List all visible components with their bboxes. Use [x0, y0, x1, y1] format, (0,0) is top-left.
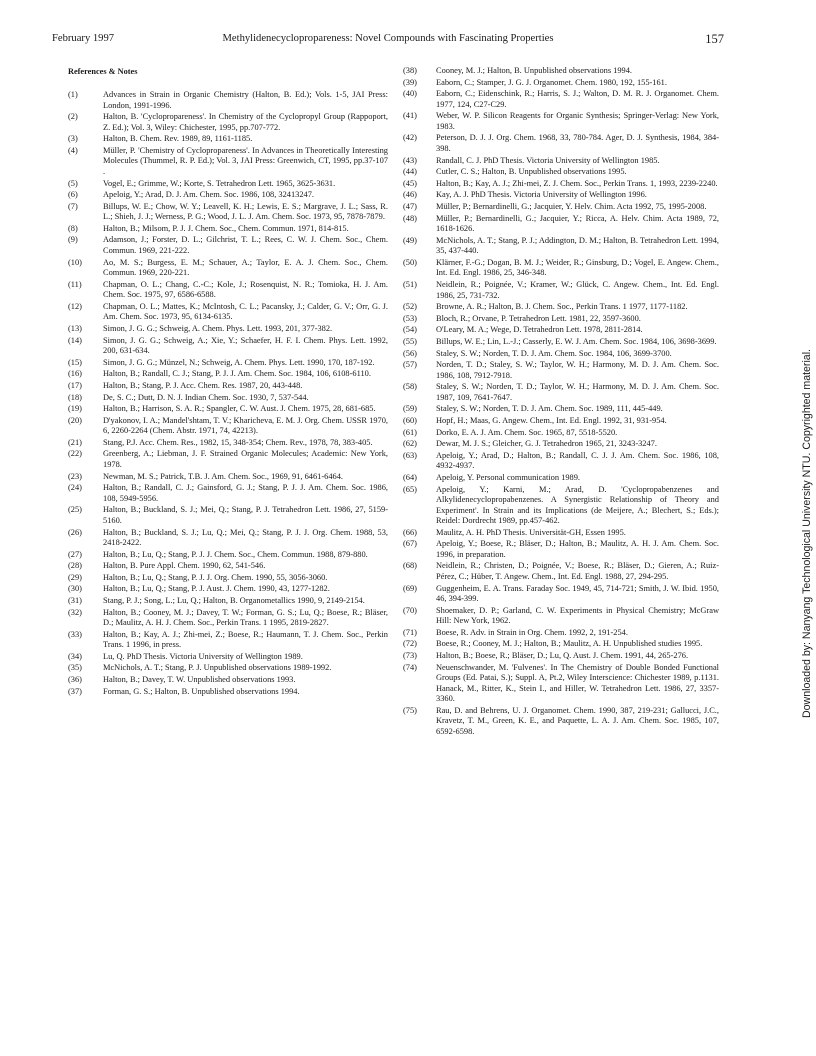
reference-number: (2)	[68, 112, 78, 122]
reference-number: (15)	[68, 357, 82, 367]
reference-number: (32)	[68, 607, 82, 617]
reference-item	[403, 78, 719, 89]
reference-item	[68, 146, 388, 178]
reference-number: (33)	[68, 629, 82, 639]
reference-number: (3)	[68, 134, 78, 144]
reference-text: Greenberg, A.; Liebman, J. F. Strained Organic Molecules; Academic: New York, 1978.	[103, 449, 388, 470]
reference-item	[68, 190, 388, 201]
reference-item	[68, 561, 388, 572]
reference-text: Hopf, H.; Maas, G. Angew. Chem., Int. Ed. Engl. 1992, 31, 931-954.	[436, 415, 667, 425]
reference-number: (46)	[403, 190, 417, 200]
reference-item	[68, 112, 388, 133]
reference-item	[68, 224, 388, 235]
reference-item	[403, 133, 719, 154]
reference-item	[403, 360, 719, 381]
reference-item	[403, 485, 719, 527]
reference-item	[68, 630, 388, 651]
reference-number: (55)	[403, 336, 417, 346]
reference-text: Kay, A. J. PhD Thesis. Victoria University of Wellington 1996.	[436, 190, 647, 200]
reference-text: Apeloig, Y. Personal communication 1989.	[436, 472, 580, 482]
reference-item	[68, 358, 388, 369]
reference-text: Dewar, M. J. S.; Gleicher, G. J. Tetrahedron 1965, 21, 3243-3247.	[436, 439, 657, 449]
reference-text: Ao, M. S.; Burgess, E. M.; Schauer, A.; Taylor, E. A. J. Chem. Soc., Chem. Commun. 1969, 220-221.	[103, 257, 388, 278]
references-left-column	[68, 90, 388, 698]
reference-item	[403, 190, 719, 201]
reference-number: (64)	[403, 472, 417, 482]
page-number: 157	[705, 32, 724, 46]
reference-item	[403, 302, 719, 313]
reference-item	[403, 66, 719, 77]
reference-number: (8)	[68, 223, 78, 233]
reference-item	[403, 404, 719, 415]
reference-item	[403, 325, 719, 336]
reference-text: Halton, B.; Buckland, S. J.; Mei, Q.; Stang, P. J. Tetrahedron Lett. 1986, 27, 5159-5160.	[103, 505, 388, 525]
reference-text: Staley, S. W.; Norden, T. D.; Taylor, W. H.; Harmony, M. D. J. Am. Chem. Soc. 1987, 109, 7641-7647.	[436, 382, 719, 402]
reference-text: McNichols, A. T.; Stang, P. J. Unpublished observations 1989-1992.	[103, 663, 332, 673]
reference-text: Shoemaker, D. P.; Garland, C. W. Experiments in Physical Chemistry; McGraw Hill: New York, 1962.	[436, 605, 719, 626]
reference-item	[68, 449, 388, 470]
reference-text: D'yakonov, I. A.; Mandel'shtam, T. V.; Kharicheva, E. M. J. Org. Chem. USSR 1970, 6, 2260-2264 (Chem. Abstr. 1971, 74, 42213).	[103, 415, 388, 436]
reference-text: Forman, G. S.; Halton, B. Unpublished observations 1994.	[103, 686, 300, 696]
reference-item	[68, 573, 388, 584]
running-header	[52, 33, 724, 49]
reference-number: (59)	[403, 404, 417, 414]
reference-item	[68, 134, 388, 145]
reference-number: (53)	[403, 313, 417, 323]
reference-text: Neuenschwander, M. 'Fulvenes'. In The Chemistry of Double Bonded Functional Groups (Ed. Patai, S.); Suppl. A, Pt.2, Wiley Interscience: Chichester 1989, p.1131. Hanack, M., Ritter, K., Stein I., and Hiller, W. Tetrahedron Lett. 1986, 27, 3357-3360.	[436, 662, 719, 704]
reference-number: (67)	[403, 539, 417, 549]
reference-text: Boese, R.; Cooney, M. J.; Halton, B.; Maulitz, A. H. Unpublished studies 1995.	[436, 639, 703, 649]
reference-number: (66)	[403, 527, 417, 537]
reference-text: Halton, B.; Stang, P. J. Acc. Chem. Res. 1987, 20, 443-448.	[103, 380, 303, 390]
reference-text: Halton, B.; Kay, A. J.; Zhi-mei, Z.; Boese, R.; Haumann, T. J. Chem. Soc., Perkin Trans. 1 1996, in press.	[103, 629, 388, 650]
reference-text: Simon, J. G. G.; Münzel, N.; Schweig, A. Chem. Phys. Lett. 1990, 170, 187-192.	[103, 357, 375, 367]
reference-text: Adamson, J.; Forster, D. L.; Gilchrist, T. L.; Rees, C. W. J. Chem. Soc., Chem. Commun. 1969, 221-222.	[103, 235, 388, 256]
reference-text: Müller, P.; Bernardinelli, G.; Jacquier, Y.; Ricca, A. Helv. Chim. Acta 1989, 72, 1618-1626.	[436, 213, 719, 234]
header-date: February 1997	[52, 33, 115, 44]
reference-item	[403, 202, 719, 213]
reference-text: Halton, B.; Harrison, S. A. R.; Spangler, C. W. Aust. J. Chem. 1975, 28, 681-685.	[103, 404, 376, 414]
reference-number: (28)	[68, 561, 82, 571]
reference-item	[403, 663, 719, 705]
reference-item	[68, 324, 388, 335]
reference-number: (30)	[68, 584, 82, 594]
reference-number: (63)	[403, 450, 417, 460]
reference-item	[403, 89, 719, 110]
reference-item	[403, 156, 719, 167]
reference-number: (41)	[403, 111, 417, 121]
reference-text: Guggenheim, E. A. Trans. Faraday Soc. 1949, 45, 714-721; Smith, J. W. Ibid. 1950, 46, 394-399.	[436, 583, 719, 604]
reference-number: (37)	[68, 686, 82, 696]
reference-number: (54)	[403, 325, 417, 335]
reference-text: Halton, B.; Lu, Q.; Stang, P. J. J. Org. Chem. 1990, 55, 3056-3060.	[103, 572, 328, 582]
reference-item	[403, 528, 719, 539]
reference-text: Halton, B.; Lu, Q.; Stang, P. J. J. Chem. Soc., Chem. Commun. 1988, 879-880.	[103, 549, 368, 559]
reference-item	[68, 280, 388, 301]
reference-number: (75)	[403, 705, 417, 715]
reference-item	[68, 505, 388, 526]
reference-item	[68, 584, 388, 595]
reference-text: Stang, P. J.; Song, L.; Lu, Q.; Halton, B. Organometallics 1990, 9, 2149-2154.	[103, 596, 365, 606]
reference-number: (51)	[403, 280, 417, 289]
download-watermark	[801, 348, 813, 920]
header-title: Methylidenecyclopropareness: Novel Compounds with Fascinating Properties	[222, 33, 554, 44]
reference-text: Advances in Strain in Organic Chemistry (Halton, B. Ed.); Vols. 1-5, JAI Press: London, 1991-1996.	[103, 90, 388, 110]
reference-item	[403, 382, 719, 403]
reference-item	[68, 550, 388, 561]
reference-number: (7)	[68, 201, 78, 211]
reference-item	[403, 561, 719, 582]
reference-item	[68, 416, 388, 437]
references-heading: References & Notes	[68, 67, 138, 76]
reference-text: Halton, B.; Boese, R.; Bläser, D.; Lu, Q. Aust. J. Chem. 1991, 44, 265-276.	[436, 651, 689, 661]
reference-item	[403, 451, 719, 472]
reference-number: (36)	[68, 675, 82, 685]
reference-number: (26)	[68, 527, 82, 537]
reference-item	[68, 393, 388, 404]
reference-text: Apeloig, Y.; Karni, M.; Arad, D. 'Cyclopropabenzenes and Alkylidenecyclopropabenzenes. A Synergistic Relationship of Theory and Experiment'. In Strain and its Implications (de Meijere, A.; Blechert, S.; Eds.); Reidel: Dordrecht 1989, pp.457-462.	[436, 484, 719, 526]
reference-item	[68, 404, 388, 415]
reference-item	[68, 472, 388, 483]
reference-number: (17)	[68, 380, 82, 390]
reference-text: Boese, R. Adv. in Strain in Org. Chem. 1992, 2, 191-254.	[436, 627, 628, 637]
reference-text: Bloch, R.; Orvane, P. Tetrahedron Lett. 1981, 22, 3597-3600.	[436, 313, 641, 323]
reference-item	[403, 416, 719, 427]
reference-number: (70)	[403, 605, 417, 615]
reference-number: (4)	[68, 145, 78, 155]
reference-text: Simon, J. G. G.; Schweig, A. Chem. Phys. Lett. 1993, 201, 377-382.	[103, 324, 333, 334]
reference-text: Randall, C. J. PhD Thesis. Victoria University of Wellington 1985.	[436, 155, 660, 165]
reference-number: (72)	[403, 639, 417, 649]
reference-number: (24)	[68, 483, 82, 493]
reference-number: (23)	[68, 471, 82, 481]
reference-number: (61)	[403, 427, 417, 437]
reference-number: (21)	[68, 437, 82, 447]
reference-number: (58)	[403, 382, 417, 392]
reference-number: (25)	[68, 505, 82, 515]
reference-item	[68, 381, 388, 392]
reference-item	[68, 483, 388, 504]
reference-item	[68, 663, 388, 674]
reference-text: Halton, B.; Davey, T. W. Unpublished observations 1993.	[103, 675, 296, 685]
reference-item	[68, 369, 388, 380]
reference-number: (43)	[403, 155, 417, 165]
reference-text: Chapman, O. L.; Mattes, K.; McIntosh, C. L.; Pacansky, J.; Calder, G. V.; Orr, G. J. Am. Chem. Soc. 1973, 95, 6134-6135.	[103, 301, 388, 322]
reference-text: Norden, T. D.; Staley, S. W.; Taylor, W. H.; Harmony, M. D. J. Am. Chem. Soc. 1986, 108, 7912-7918.	[436, 360, 719, 380]
reference-number: (27)	[68, 549, 82, 559]
reference-text: Staley, S. W.; Norden, T. D. J. Am. Chem. Soc. 1989, 111, 445-449.	[436, 404, 663, 414]
reference-text: Müller, P.; Bernardinelli, G.; Jacquier, Y. Helv. Chim. Acta 1992, 75, 1995-2008.	[436, 201, 707, 211]
reference-item	[403, 428, 719, 439]
reference-number: (14)	[68, 335, 82, 345]
reference-text: Neidlein, R.; Christen, D.; Poignée, V.; Boese, R.; Bläser, D.; Gieren, A.; Ruiz-Pérez, C.; Hüber, T. Angew. Chem., Int. Ed. Engl. 1988, 27, 294-295.	[436, 561, 719, 582]
reference-text: Apeloig, Y.; Arad, D.; Halton, B.; Randall, C. J. J. Am. Chem. Soc. 1986, 108, 4932-4937.	[436, 450, 719, 471]
reference-text: Weber, W. P. Silicon Reagents for Organic Synthesis; Springer-Verlag: New York, 1983.	[436, 111, 719, 131]
reference-item	[68, 596, 388, 607]
reference-item	[68, 202, 388, 223]
reference-text: Eaborn, C.; Stamper, J. G. J. Organomet. Chem. 1980, 192, 155-161.	[436, 77, 667, 87]
reference-text: Maulitz, A. H. PhD Thesis. Universität-GH, Essen 1995.	[436, 527, 626, 537]
references-right-column	[403, 66, 719, 739]
reference-item	[403, 337, 719, 348]
reference-number: (68)	[403, 561, 417, 571]
reference-item	[403, 639, 719, 650]
reference-number: (20)	[68, 415, 82, 425]
reference-number: (71)	[403, 627, 417, 637]
reference-item	[403, 179, 719, 190]
reference-text: Peterson, D. J. J. Org. Chem. 1968, 33, 780-784. Ager, D. J. Synthesis, 1984, 384-398.	[436, 133, 719, 154]
reference-number: (40)	[403, 89, 417, 99]
reference-text: Halton, B.; Milsom, P. J. J. Chem. Soc., Chem. Commun. 1971, 814-815.	[103, 223, 349, 233]
reference-number: (39)	[403, 77, 417, 87]
reference-number: (22)	[68, 449, 82, 459]
reference-text: Halton, B.; Buckland, S. J.; Lu, Q.; Mei, Q.; Stang, P. J. J. Org. Chem. 1988, 53, 2418-2422.	[103, 527, 388, 548]
reference-number: (11)	[68, 279, 82, 289]
reference-text: De, S. C.; Dutt, D. N. J. Indian Chem. Soc. 1930, 7, 537-544.	[103, 392, 309, 402]
reference-number: (56)	[403, 348, 417, 358]
reference-number: (18)	[68, 392, 82, 402]
reference-text: Lu, Q. PhD Thesis. Victoria University of Wellington 1989.	[103, 651, 303, 661]
reference-number: (16)	[68, 369, 82, 379]
reference-number: (65)	[403, 484, 417, 494]
reference-number: (34)	[68, 651, 82, 661]
reference-item	[403, 280, 719, 301]
reference-text: Cooney, M. J.; Halton, B. Unpublished observations 1994.	[436, 66, 633, 75]
reference-item	[68, 687, 388, 698]
reference-number: (38)	[403, 66, 417, 75]
reference-item	[403, 111, 719, 132]
reference-text: Halton, B.; Randall, C. J.; Stang, P. J. J. Am. Chem. Soc. 1984, 106, 6108-6110.	[103, 369, 371, 379]
reference-number: (6)	[68, 190, 78, 200]
reference-number: (9)	[68, 235, 78, 245]
reference-text: Halton, B.; Randall, C. J.; Gainsford, G. J.; Stang, P. J. J. Am. Chem. Soc. 1986, 108, 5949-5956.	[103, 483, 388, 503]
reference-item	[403, 584, 719, 605]
reference-number: (42)	[403, 133, 417, 143]
reference-item	[68, 235, 388, 256]
reference-number: (10)	[68, 257, 82, 267]
reference-text: Apeloig, Y.; Arad, D. J. Am. Chem. Soc. 1986, 108, 32413247.	[103, 190, 314, 200]
reference-text: Rau, D. and Behrens, U. J. Organomet. Chem. 1990, 387, 219-231; Gallucci, J.C., Kravetz, T. M., Green, K. E., and Paquette, L. A. J. Am. Chem. Soc. 1985, 107, 6592-6598.	[436, 705, 719, 736]
reference-item	[403, 214, 719, 235]
reference-text: Newman, M. S.; Patrick, T.B. J. Am. Chem. Soc., 1969, 91, 6461-6464.	[103, 471, 343, 481]
reference-item	[68, 608, 388, 629]
reference-number: (52)	[403, 302, 417, 312]
reference-text: Browne, A. R.; Halton, B. J. Chem. Soc., Perkin Trans. 1 1977, 1177-1182.	[436, 302, 688, 312]
reference-text: Staley, S. W.; Norden, T. D. J. Am. Chem. Soc. 1984, 106, 3699-3700.	[436, 348, 672, 358]
reference-item	[403, 258, 719, 279]
reference-number: (62)	[403, 439, 417, 449]
reference-item	[68, 302, 388, 323]
reference-text: Halton, B.; Lu, Q.; Stang, P. J. Aust. J. Chem. 1990, 43, 1277-1282.	[103, 584, 330, 594]
reference-number: (31)	[68, 596, 82, 606]
reference-number: (47)	[403, 201, 417, 211]
reference-text: Halton, B. Chem. Rev. 1989, 89, 1161-1185.	[103, 134, 253, 144]
reference-number: (44)	[403, 167, 417, 177]
reference-item	[403, 314, 719, 325]
reference-number: (50)	[403, 257, 417, 267]
reference-text: Cutler, C. S.; Halton, B. Unpublished observations 1995.	[436, 167, 627, 177]
reference-item	[403, 606, 719, 627]
download-notice: Downloaded by: Nanyang Technological University NTU. Copyrighted material.	[801, 348, 813, 718]
reference-item	[403, 167, 719, 178]
reference-number: (12)	[68, 301, 82, 311]
reference-text: Halton, B. 'Cyclopropareness'. In Chemistry of the Cyclopropyl Group (Rappoport, Z. Ed.); Vol. 3, Wiley: Chichester, 1995, pp.707-772.	[103, 112, 388, 132]
reference-number: (57)	[403, 360, 417, 370]
reference-item	[68, 258, 388, 279]
reference-text: Apeloig, Y.; Boese, R.; Bläser, D.; Halton, B.; Maulitz, A. H. J. Am. Chem. Soc. 1996, in preparation.	[436, 539, 719, 559]
reference-item	[68, 652, 388, 663]
reference-number: (69)	[403, 583, 417, 593]
reference-item	[68, 438, 388, 449]
reference-number: (45)	[403, 178, 417, 188]
reference-number: (74)	[403, 662, 417, 672]
reference-text: Neidlein, R.; Poignée, V.; Kramer, W.; Glück, C. Angew. Chem., Int. Ed. Engl. 1986, 25, 731-732.	[436, 280, 719, 300]
reference-number: (35)	[68, 663, 82, 673]
reference-item	[68, 90, 388, 111]
reference-number: (49)	[403, 235, 417, 245]
reference-item	[403, 473, 719, 484]
reference-text: Müller, P. 'Chemistry of Cyclopropareness'. In Advances in Theoretically Interesting Molecules (Thummel, R. P. Ed.); Vol. 3, JAI Press: Greenwich, CT, 1995, pp.37-107 .	[103, 145, 388, 176]
reference-text: Halton, B.; Kay, A. J.; Zhi-mei, Z. J. Chem. Soc., Perkin Trans. 1, 1993, 2239-2240.	[436, 178, 718, 188]
reference-text: Halton, B.; Cooney, M. J.; Davey, T. W.; Forman, G. S.; Lu, Q.; Boese, R.; Bläser, D.; Maulitz, A. H. J. Chem. Soc., Perkin Trans. 1 1995, 2819-2827.	[103, 607, 388, 628]
reference-text: Halton, B. Pure Appl. Chem. 1990, 62, 541-546.	[103, 561, 266, 571]
reference-text: Klärner, F.-G.; Dogan, B. M. J.; Weider, R.; Ginsburg, D.; Vogel, E. Angew. Chem., Int. Ed. Engl. 1986, 25, 346-348.	[436, 257, 719, 278]
reference-number: (29)	[68, 572, 82, 582]
reference-number: (5)	[68, 178, 78, 188]
reference-item	[403, 628, 719, 639]
reference-item	[403, 539, 719, 560]
reference-item	[68, 528, 388, 549]
reference-text: McNichols, A. T.; Stang, P. J.; Addington, D. M.; Halton, B. Tetrahedron Lett. 1994, 35, 437-440.	[436, 235, 719, 256]
reference-text: Billups, W. E.; Chow, W. Y.; Leavell, K. H.; Lewis, E. S.; Margrave, J. L.; Sass, R. L.; Shieh, J. J.; Werness, P. G.; Wood, J. L. J. Am. Chem. Soc. 1973, 95, 7878-7879.	[103, 201, 388, 222]
reference-number: (60)	[403, 415, 417, 425]
reference-text: Chapman, O. L.; Chang, C.-C.; Kole, J.; Rosenquist, N. R.; Tomioka, H. J. Am. Chem. Soc. 1975, 97, 6586-6588.	[103, 279, 388, 300]
reference-item	[403, 439, 719, 450]
reference-item	[403, 651, 719, 662]
reference-number: (13)	[68, 324, 82, 334]
reference-number: (19)	[68, 404, 82, 414]
reference-number: (73)	[403, 651, 417, 661]
reference-text: Eaborn, C.; Eidenschink, R.; Harris, S. J.; Walton, D. M. R. J. Organomet. Chem. 1977, 124, C27-C29.	[436, 89, 719, 109]
reference-text: Billups, W. E.; Lin, L.-J.; Casserly, E. W. J. Am. Chem. Soc. 1984, 106, 3698-3699.	[436, 336, 717, 346]
reference-text: Stang, P.J. Acc. Chem. Res., 1982, 15, 348-354; Chem. Rev., 1978, 78, 383-405.	[103, 437, 373, 447]
reference-text: Dorko, E. A. J. Am. Chem. Soc. 1965, 87, 5518-5520.	[436, 427, 618, 437]
reference-text: O'Leary, M. A.; Wege, D. Tetrahedron Lett. 1978, 2811-2814.	[436, 325, 643, 335]
reference-item	[403, 349, 719, 360]
reference-item	[68, 179, 388, 190]
reference-text: Vogel, E.; Grimme, W.; Korte, S. Tetrahedron Lett. 1965, 3625-3631.	[103, 178, 336, 188]
reference-item	[68, 675, 388, 686]
reference-number: (48)	[403, 213, 417, 223]
reference-text: Simon, J. G. G.; Schweig, A.; Xie, Y.; Schaefer, H. F. I. Chem. Phys. Lett. 1992, 200, 631-634.	[103, 335, 388, 356]
reference-item	[403, 236, 719, 257]
reference-number: (1)	[68, 90, 78, 99]
reference-item	[68, 336, 388, 357]
reference-item	[403, 706, 719, 738]
